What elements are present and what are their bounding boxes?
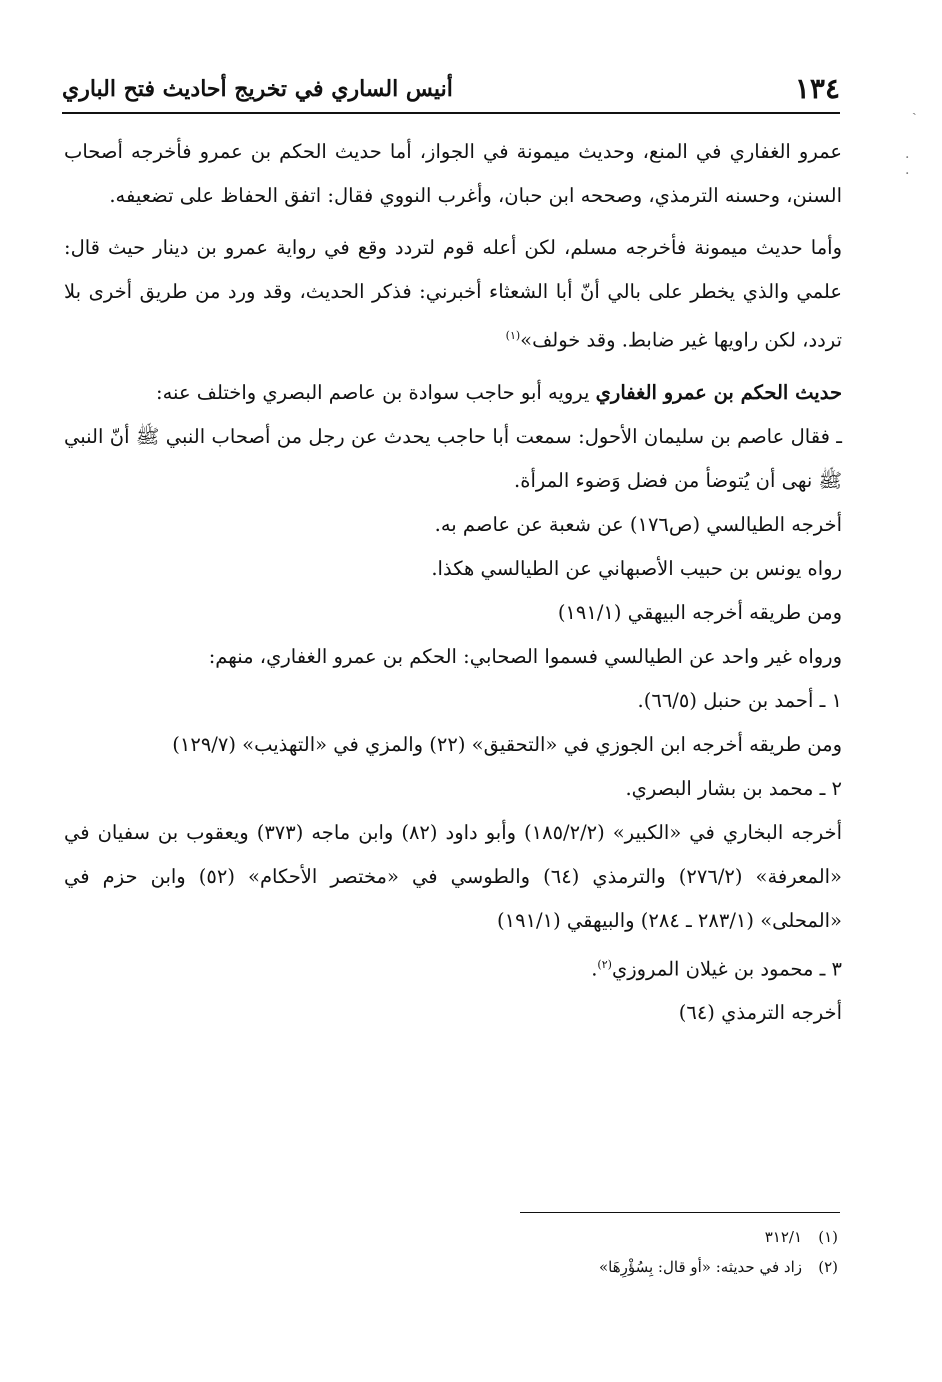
footnote-ref-2[interactable]: (٢) <box>597 957 612 971</box>
footnote-2-text: زاد في حديثه: «أو قال: بِسُؤْرِهَا» <box>598 1258 802 1276</box>
scan-speck-icon: ˎ <box>912 100 917 116</box>
paragraph-11: أخرجه الترمذي (٦٤) <box>678 1001 842 1024</box>
footnote-ref-1[interactable]: (١) <box>505 329 521 342</box>
paragraph-2-text: وأما حديث ميمونة فأخرجه مسلم، لكن أعله قوم لتردد وقع في رواية عمرو بن دينار حيث قال: علمي والذي يخطر على بالي أنّ أبا الشعثاء أخبرني: فذكر الحديث، وقد ورد من طريق أخرى بلا تردد، لكن راويها غير ضابط. وقد خولف» <box>64 236 842 352</box>
footnotes <box>508 1222 838 1282</box>
list-item-3 <box>64 943 842 992</box>
list-item-3-text: ٣ ـ محمود بن غيلان المروزي <box>611 957 842 980</box>
running-title: أنيس الساري في تخريج أحاديث فتح الباري <box>62 76 453 102</box>
paragraph-6: رواه يونس بن حبيب الأصبهاني عن الطيالسي هكذا. <box>431 556 842 580</box>
footnote-rule <box>520 1212 840 1213</box>
main-text <box>64 130 842 1035</box>
hadith-heading: حديث الحكم بن عمرو الغفاري <box>595 380 842 404</box>
paragraph-5: أخرجه الطيالسي (ص١٧٦) عن شعبة عن عاصم به. <box>434 512 842 536</box>
footnote-2 <box>508 1252 838 1282</box>
paragraph-4: ـ فقال عاصم بن سليمان الأحول: سمعت أبا حاجب يحدث عن رجل من أصحاب النبي ﷺ أنّ النبي ﷺ نهى أن يُتوضأ من فضل وَضوء المرأة. <box>64 424 842 492</box>
footnote-1 <box>508 1222 838 1252</box>
paragraph-3-text: يرويه أبو حاجب سوادة بن عاصم البصري واختلف عنه: <box>156 380 590 404</box>
list-item-2: ٢ ـ محمد بن بشار البصري. <box>625 776 842 800</box>
paragraph-8: ورواه غير واحد عن الطيالسي فسموا الصحابي: الحكم بن عمرو الغفاري، منهم: <box>208 644 842 668</box>
footnote-1-number: (١) <box>818 1228 838 1246</box>
paragraph-7: ومن طريقه أخرجه البيهقي (١٩١/١) <box>557 600 842 624</box>
scan-speck-icon: · <box>905 150 910 166</box>
footnote-2-number: (٢) <box>818 1258 838 1276</box>
footnote-1-text: ٣١٢/١ <box>764 1228 802 1246</box>
paragraph-9: ومن طريقه أخرجه ابن الجوزي في «التحقيق» (٢٢) والمزي في «التهذيب» (١٢٩/٧) <box>172 732 842 756</box>
header-rule <box>62 112 840 114</box>
page-header <box>62 72 840 110</box>
paragraph-2 <box>64 226 842 363</box>
page-number: ١٣٤ <box>794 72 840 105</box>
list-item-1: ١ ـ أحمد بن حنبل (٦٦/٥). <box>637 688 842 712</box>
scan-speck-icon: · <box>905 166 910 182</box>
paragraph-3 <box>64 371 842 415</box>
paragraph-10: أخرجه البخاري في «الكبير» (١٨٥/٢/٢) وأبو داود (٨٢) وابن ماجه (٣٧٣) ويعقوب بن سفيان في «المعرفة» (٢٧٦/٢) والترمذي (٦٤) والطوسي في «مختصر الأحكام» (٥٢) وابن حزم في «المحلى» (٢٨٣/١ ـ ٢٨٤) والبيهقي (١٩١/١) <box>64 820 843 932</box>
list-item-3-end: . <box>591 957 598 980</box>
paragraph-1: عمرو الغفاري في المنع، وحديث ميمونة في الجواز، أما حديث الحكم بن عمرو فأخرجه أصحاب السنن، وحسنه الترمذي، وصححه ابن حبان، وأغرب النووي فقال: اتفق الحفاظ على تضعيفه. <box>64 140 842 207</box>
